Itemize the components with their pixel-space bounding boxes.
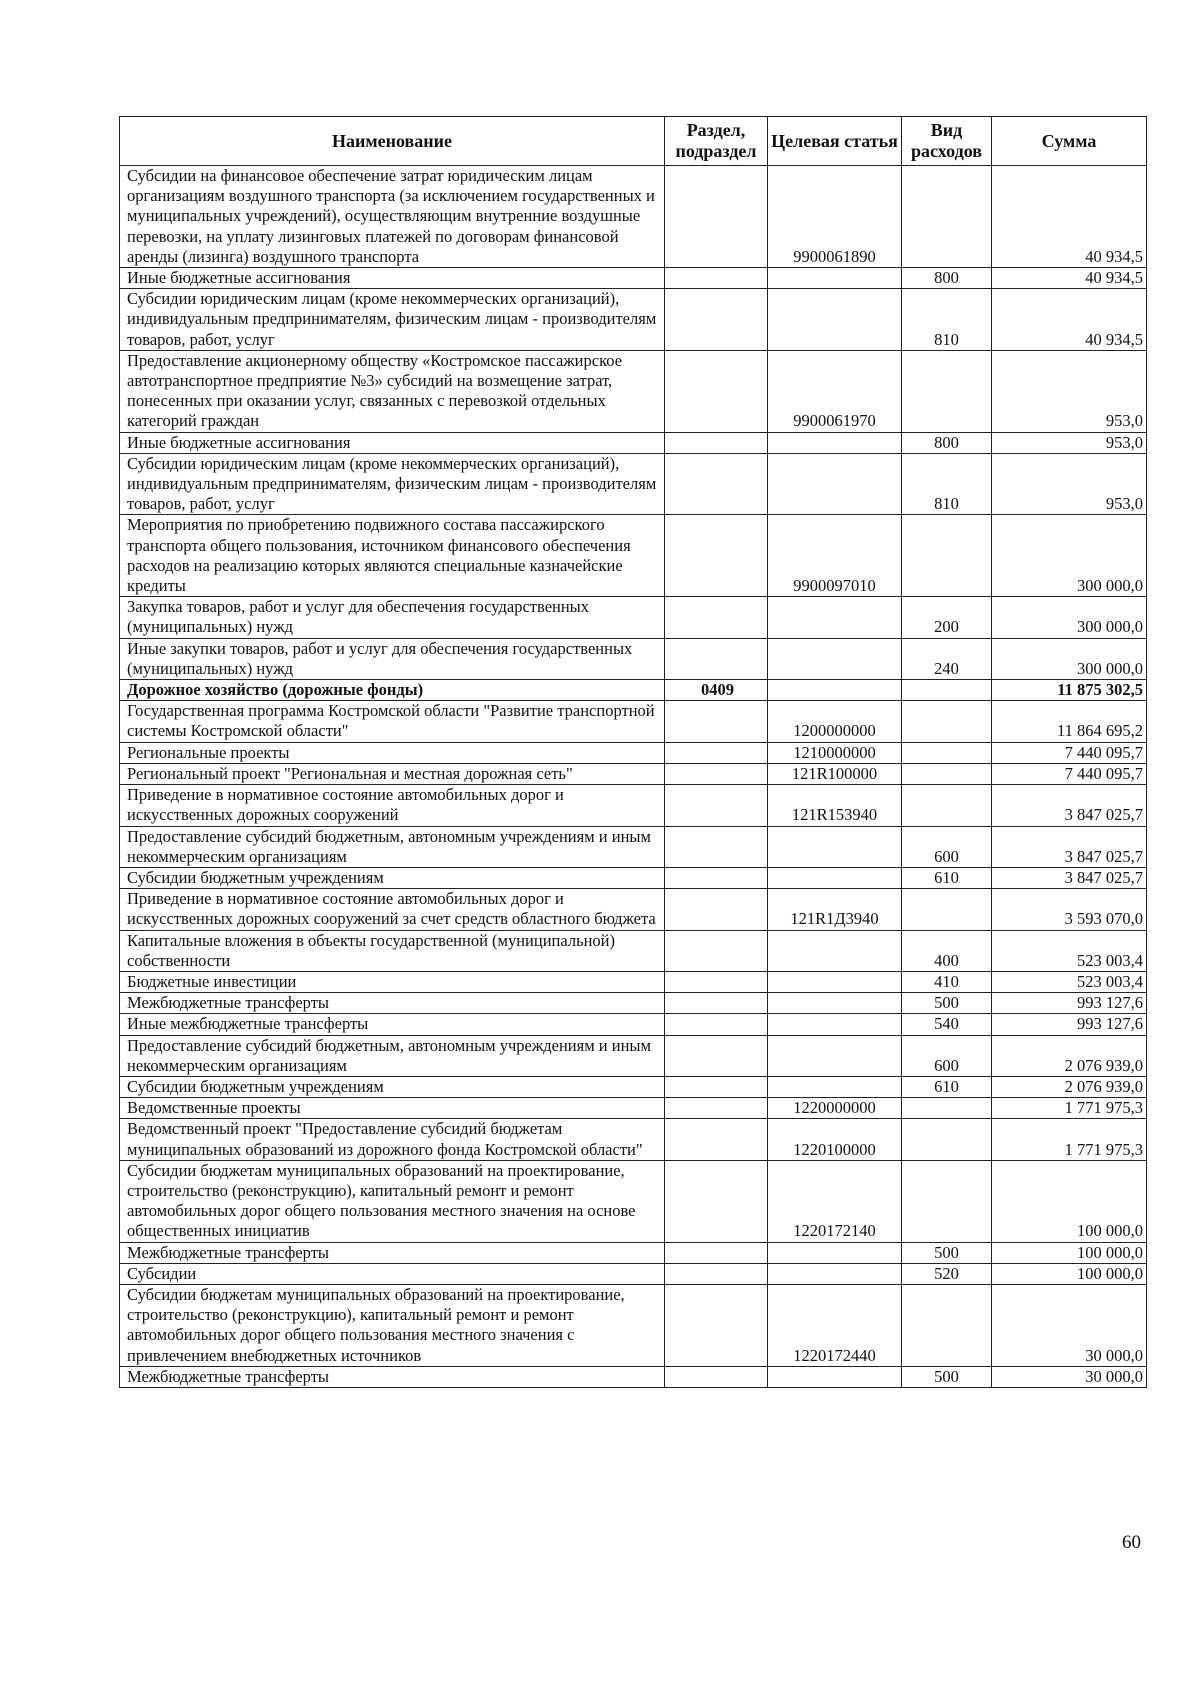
header-sum: Сумма (992, 117, 1147, 166)
row-section (665, 1160, 768, 1242)
row-name: Субсидии юридическим лицам (кроме некоммерческих организаций), индивидуальным предпринимателям, физическим лицам - производителям товаров, работ, услуг (120, 289, 665, 351)
row-expense-type: 810 (902, 453, 992, 515)
row-expense-type (902, 701, 992, 742)
row-section (665, 867, 768, 888)
row-expense-type: 600 (902, 1035, 992, 1076)
row-section (665, 1263, 768, 1284)
budget-table (119, 116, 1147, 1388)
row-section (665, 1076, 768, 1097)
row-name: Иные бюджетные ассигнования (120, 432, 665, 453)
row-name: Ведомственный проект "Предоставление субсидий бюджетам муниципальных образований из дорожного фонда Костромской области" (120, 1119, 665, 1160)
row-expense-type (902, 1160, 992, 1242)
row-name: Государственная программа Костромской области "Развитие транспортной системы Костромской области" (120, 701, 665, 742)
row-expense-type: 500 (902, 1366, 992, 1387)
row-sum: 100 000,0 (992, 1160, 1147, 1242)
header-type: Вид расходов (902, 117, 992, 166)
row-sum: 953,0 (992, 453, 1147, 515)
row-section (665, 889, 768, 930)
row-name: Дорожное хозяйство (дорожные фонды) (120, 680, 665, 701)
row-section: 0409 (665, 680, 768, 701)
table-row (120, 268, 1147, 289)
row-sum: 40 934,5 (992, 268, 1147, 289)
row-target-code: 1220100000 (768, 1119, 902, 1160)
row-name: Субсидии бюджетным учреждениям (120, 867, 665, 888)
row-sum: 3 593 070,0 (992, 889, 1147, 930)
row-section (665, 268, 768, 289)
row-sum: 11 864 695,2 (992, 701, 1147, 742)
table-row (120, 1160, 1147, 1242)
row-name: Иные бюджетные ассигнования (120, 268, 665, 289)
row-target-code (768, 930, 902, 971)
table-row (120, 1263, 1147, 1284)
row-section (665, 453, 768, 515)
row-name: Субсидии (120, 1263, 665, 1284)
row-target-code (768, 1014, 902, 1035)
row-expense-type: 500 (902, 1242, 992, 1263)
header-name: Наименование (120, 117, 665, 166)
row-target-code (768, 432, 902, 453)
row-section (665, 597, 768, 638)
table-row (120, 680, 1147, 701)
row-target-code: 9900097010 (768, 515, 902, 597)
row-sum: 7 440 095,7 (992, 742, 1147, 763)
table-row (120, 930, 1147, 971)
row-name: Закупка товаров, работ и услуг для обеспечения государственных (муниципальных) нужд (120, 597, 665, 638)
table-row (120, 1284, 1147, 1366)
row-target-code (768, 1366, 902, 1387)
row-section (665, 1098, 768, 1119)
row-section (665, 289, 768, 351)
row-expense-type: 410 (902, 971, 992, 992)
table-row (120, 1076, 1147, 1097)
row-name: Субсидии юридическим лицам (кроме некоммерческих организаций), индивидуальным предпринимателям, физическим лицам - производителям товаров, работ, услуг (120, 453, 665, 515)
row-sum: 1 771 975,3 (992, 1098, 1147, 1119)
table-row (120, 1014, 1147, 1035)
row-sum: 300 000,0 (992, 597, 1147, 638)
row-target-code: 1220172140 (768, 1160, 902, 1242)
row-section (665, 1284, 768, 1366)
row-name: Ведомственные проекты (120, 1098, 665, 1119)
row-target-code: 9900061970 (768, 350, 902, 432)
table-row (120, 638, 1147, 679)
row-section (665, 763, 768, 784)
table-row (120, 515, 1147, 597)
row-expense-type (902, 763, 992, 784)
row-sum: 523 003,4 (992, 971, 1147, 992)
row-section (665, 971, 768, 992)
row-sum: 300 000,0 (992, 515, 1147, 597)
row-sum: 30 000,0 (992, 1284, 1147, 1366)
row-sum: 11 875 302,5 (992, 680, 1147, 701)
row-section (665, 930, 768, 971)
row-sum: 993 127,6 (992, 1014, 1147, 1035)
row-section (665, 638, 768, 679)
row-expense-type (902, 350, 992, 432)
row-section (665, 993, 768, 1014)
row-target-code (768, 993, 902, 1014)
row-name: Приведение в нормативное состояние автомобильных дорог и искусственных дорожных сооружений за счет средств областного бюджета (120, 889, 665, 930)
row-section (665, 785, 768, 826)
row-target-code: 121R1Д3940 (768, 889, 902, 930)
row-target-code (768, 268, 902, 289)
row-sum: 300 000,0 (992, 638, 1147, 679)
table-row (120, 597, 1147, 638)
header-target: Целевая статья (768, 117, 902, 166)
row-name: Межбюджетные трансферты (120, 1366, 665, 1387)
row-expense-type (902, 1098, 992, 1119)
row-sum: 523 003,4 (992, 930, 1147, 971)
row-target-code (768, 1076, 902, 1097)
row-expense-type: 610 (902, 1076, 992, 1097)
row-section (665, 515, 768, 597)
table-row (120, 993, 1147, 1014)
table-row (120, 350, 1147, 432)
row-expense-type: 610 (902, 867, 992, 888)
row-name: Приведение в нормативное состояние автомобильных дорог и искусственных дорожных сооружений (120, 785, 665, 826)
row-expense-type: 600 (902, 826, 992, 867)
table-row (120, 1098, 1147, 1119)
row-sum: 30 000,0 (992, 1366, 1147, 1387)
row-target-code (768, 680, 902, 701)
page-number: 60 (1122, 1532, 1141, 1553)
table-row (120, 1366, 1147, 1387)
row-name: Предоставление акционерному обществу «Костромское пассажирское автотранспортное предприятие №3» субсидий на возмещение затрат, понесенных при оказании услуг, связанных с перевозкой отдельных категорий граждан (120, 350, 665, 432)
row-sum: 1 771 975,3 (992, 1119, 1147, 1160)
row-name: Предоставление субсидий бюджетным, автономным учреждениям и иным некоммерческим организациям (120, 826, 665, 867)
row-expense-type: 240 (902, 638, 992, 679)
row-section (665, 826, 768, 867)
row-section (665, 350, 768, 432)
row-expense-type (902, 742, 992, 763)
row-target-code (768, 1035, 902, 1076)
table-row (120, 826, 1147, 867)
table-header-row (120, 117, 1147, 166)
row-name: Субсидии бюджетам муниципальных образований на проектирование, строительство (реконструкцию), капитальный ремонт и ремонт автомобильных дорог общего пользования местного значения на основе общественных инициатив (120, 1160, 665, 1242)
row-section (665, 701, 768, 742)
row-expense-type: 810 (902, 289, 992, 351)
table-row (120, 1242, 1147, 1263)
row-name: Региональный проект "Региональная и местная дорожная сеть" (120, 763, 665, 784)
row-expense-type: 500 (902, 993, 992, 1014)
row-section (665, 432, 768, 453)
row-name: Субсидии на финансовое обеспечение затрат юридическим лицам организациям воздушного транспорта (за исключением государственных и муниципальных учреждений), осуществляющим внутренние воздушные перевозки, на уплату лизинговых платежей по договорам финансовой аренды (лизинга) воздушного транспорта (120, 166, 665, 268)
row-sum: 3 847 025,7 (992, 867, 1147, 888)
table-row (120, 971, 1147, 992)
row-target-code (768, 597, 902, 638)
row-expense-type: 400 (902, 930, 992, 971)
row-sum: 2 076 939,0 (992, 1076, 1147, 1097)
row-sum: 7 440 095,7 (992, 763, 1147, 784)
row-sum: 40 934,5 (992, 289, 1147, 351)
row-target-code (768, 453, 902, 515)
row-expense-type (902, 166, 992, 268)
table-row (120, 785, 1147, 826)
table-body (120, 166, 1147, 1388)
table-row (120, 1119, 1147, 1160)
row-section (665, 166, 768, 268)
row-expense-type: 520 (902, 1263, 992, 1284)
row-name: Бюджетные инвестиции (120, 971, 665, 992)
row-expense-type (902, 680, 992, 701)
table-row (120, 289, 1147, 351)
row-expense-type: 200 (902, 597, 992, 638)
row-expense-type (902, 1119, 992, 1160)
row-sum: 993 127,6 (992, 993, 1147, 1014)
header-section: Раздел, подраздел (665, 117, 768, 166)
row-sum: 2 076 939,0 (992, 1035, 1147, 1076)
row-name: Иные закупки товаров, работ и услуг для обеспечения государственных (муниципальных) нужд (120, 638, 665, 679)
row-section (665, 1035, 768, 1076)
table-row (120, 889, 1147, 930)
row-sum: 953,0 (992, 432, 1147, 453)
row-sum: 100 000,0 (992, 1242, 1147, 1263)
row-target-code (768, 826, 902, 867)
row-name: Субсидии бюджетным учреждениям (120, 1076, 665, 1097)
row-target-code (768, 1263, 902, 1284)
row-target-code: 1220172440 (768, 1284, 902, 1366)
row-expense-type: 800 (902, 268, 992, 289)
table-row (120, 763, 1147, 784)
row-target-code: 1200000000 (768, 701, 902, 742)
row-target-code (768, 867, 902, 888)
table-row (120, 432, 1147, 453)
row-name: Межбюджетные трансферты (120, 993, 665, 1014)
row-sum: 100 000,0 (992, 1263, 1147, 1284)
table-row (120, 867, 1147, 888)
table-row (120, 166, 1147, 268)
row-expense-type (902, 785, 992, 826)
row-name: Предоставление субсидий бюджетным, автономным учреждениям и иным некоммерческим организациям (120, 1035, 665, 1076)
row-target-code: 1210000000 (768, 742, 902, 763)
row-section (665, 1014, 768, 1035)
row-target-code (768, 638, 902, 679)
row-expense-type (902, 1284, 992, 1366)
row-expense-type (902, 515, 992, 597)
row-name: Межбюджетные трансферты (120, 1242, 665, 1263)
row-sum: 3 847 025,7 (992, 785, 1147, 826)
row-name: Мероприятия по приобретению подвижного состава пассажирского транспорта общего пользования, источником финансового обеспечения расходов на реализацию которых являются специальные казначейские кредиты (120, 515, 665, 597)
row-sum: 3 847 025,7 (992, 826, 1147, 867)
row-target-code: 121R153940 (768, 785, 902, 826)
row-expense-type: 540 (902, 1014, 992, 1035)
row-name: Иные межбюджетные трансферты (120, 1014, 665, 1035)
row-sum: 40 934,5 (992, 166, 1147, 268)
row-name: Капитальные вложения в объекты государственной (муниципальной) собственности (120, 930, 665, 971)
row-name: Региональные проекты (120, 742, 665, 763)
row-target-code (768, 971, 902, 992)
table-row (120, 701, 1147, 742)
row-target-code (768, 1242, 902, 1263)
row-section (665, 742, 768, 763)
row-expense-type (902, 889, 992, 930)
table-row (120, 742, 1147, 763)
row-target-code (768, 289, 902, 351)
table-row (120, 453, 1147, 515)
row-name: Субсидии бюджетам муниципальных образований на проектирование, строительство (реконструкцию), капитальный ремонт и ремонт автомобильных дорог общего пользования местного значения с привлечением внебюджетных источников (120, 1284, 665, 1366)
row-section (665, 1119, 768, 1160)
row-target-code: 121R100000 (768, 763, 902, 784)
row-expense-type: 800 (902, 432, 992, 453)
row-section (665, 1242, 768, 1263)
row-target-code: 9900061890 (768, 166, 902, 268)
table-row (120, 1035, 1147, 1076)
row-section (665, 1366, 768, 1387)
row-sum: 953,0 (992, 350, 1147, 432)
row-target-code: 1220000000 (768, 1098, 902, 1119)
